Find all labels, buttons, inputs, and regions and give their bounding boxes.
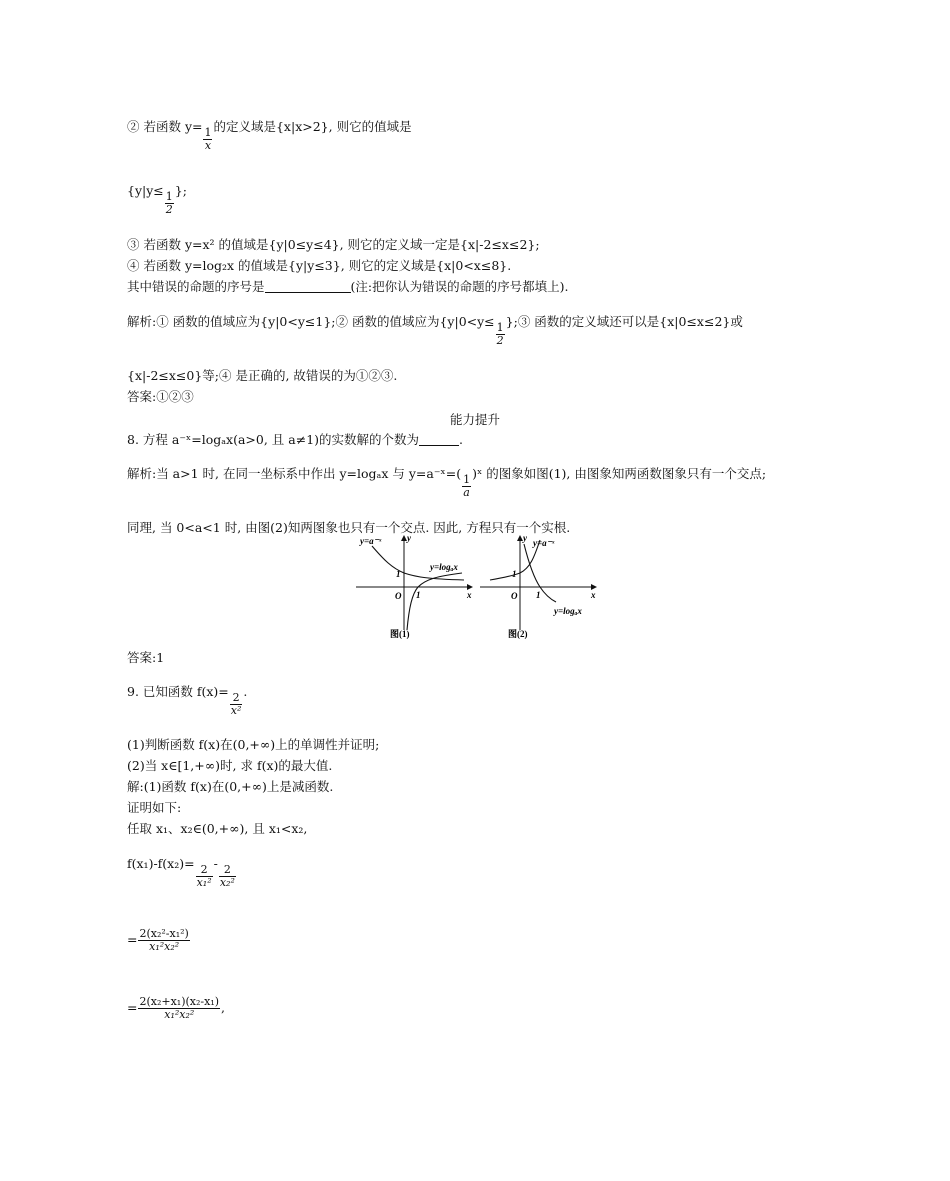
log-label: y=logₐx [554,606,582,616]
answer-8: 答案:1 [127,650,165,665]
origin-label: O [395,591,402,601]
log-label: y=logₐx [430,562,458,572]
graph-2 [480,533,596,639]
fraction: $\frac{\text{2(x₂+x₁)(x₂-x₁)}}{\text{x₁²x₂²}}$ [139,995,220,1021]
origin-label: O [511,591,518,601]
log-curve [407,573,462,630]
one-x-label: 1 [536,590,541,600]
graph-1 [356,533,472,639]
question-9-part-2: (2)当 x∈[1,+∞)时, 求 f(x)的最大值. [127,758,333,773]
one-x-label: 1 [416,590,421,600]
fraction: $\frac{1}{2}$ [496,321,504,347]
analysis-1: 解析:① 函数的值域应为{y|0<y≤1};② 函数的值域应为{y|0<y≤ $\frac{1}{2}$ };③ 函数的定义域还可以是{x|0≤x≤2}或 [127,314,743,347]
y-axis-label: y [407,533,411,543]
item-4: ④ 若函数 y=log₂x 的值域是{y|y≤3}, 则它的定义域是{x|0<x≤8}. [127,258,512,273]
fraction: $\frac{1}{x}$ [204,126,212,152]
answer-blank [419,433,459,446]
y-axis-label: y [523,533,527,543]
x-axis-label: x [467,590,472,600]
fraction: $\frac{\text{2(x₂²-x₁²)}}{\text{x₁²x₂²}}$ [139,927,189,953]
fraction: $\frac{1}{a}$ [463,473,471,499]
equation-1: f(x₁)-f(x₂)= $\frac{2}{\text{x₁²}}$ - $\frac{2}{\text{x₂²}}$ [127,856,235,889]
one-y-label: 1 [396,569,401,579]
analysis-8-continued: 同理, 当 0<a<1 时, 由图(2)知两图象也只有一个交点. 因此, 方程只有一个实根. [127,520,571,535]
item-2-continued: {y|y≤ $\frac{1}{2}$ }; [127,183,187,216]
x-axis-label: x [591,590,596,600]
caption-1: 图(1) [390,629,410,639]
answer-1: 答案:①②③ [127,389,194,404]
item-2 [127,119,412,152]
question-9: 9. 已知函数 f(x)= $\frac{2}{\text{x²}}$ . [127,684,248,717]
equation-2: = $\frac{\text{2(x₂²-x₁²)}}{\text{x₁²x₂²}}$ [127,927,189,953]
question-8: 8. 方程 a⁻ˣ=logₐx(a>0, 且 a≠1)的实数解的个数为 . [127,432,464,447]
function-graphs-figure [352,530,602,646]
section-title: 能力提升 [449,412,500,427]
fraction: $\frac{2}{\text{x₂²}}$ [219,863,235,889]
fraction: $\frac{1}{2}$ [165,190,173,216]
solution-line-2: 证明如下: [127,800,182,815]
item-2-text: ② 若函数 y= [127,119,203,134]
exp-label: y=a⁻ˣ [360,536,382,546]
analysis-1-continued: {x|-2≤x≤0}等;④ 是正确的, 故错误的为①②③. [127,368,398,383]
exp-label: y=a⁻ˣ [533,538,555,548]
answer-blank [265,280,351,293]
caption-2: 图(2) [508,629,528,639]
fraction: $\frac{2}{\text{x₁²}}$ [196,863,212,889]
question-line: 其中错误的命题的序号是 (注:把你认为错误的命题的序号都填上). [127,279,569,294]
item-2-text-end: 的定义域是{x|x>2}, 则它的值域是 [213,119,412,134]
equation-3: = $\frac{\text{2(x₂+x₁)(x₂-x₁)}}{\text{x₁²x₂²}}$ , [127,995,226,1021]
item-3: ③ 若函数 y=x² 的值域是{y|0≤y≤4}, 则它的定义域一定是{x|-2≤x≤2}; [127,237,540,252]
analysis-8: 解析:当 a>1 时, 在同一坐标系中作出 y=logₐx 与 y=a⁻ˣ=( $\frac{1}{a}$ )ˣ 的图象如图(1), 由图象知两函数图象只有一个交点; [127,466,767,499]
solution-line-3: 任取 x₁、x₂∈(0,+∞), 且 x₁<x₂, [127,821,308,836]
fraction: $\frac{2}{\text{x²}}$ [230,691,242,717]
solution-line-1: 解:(1)函数 f(x)在(0,+∞)上是减函数. [127,779,334,794]
graphs-svg [352,530,602,642]
question-9-part-1: (1)判断函数 f(x)在(0,+∞)上的单调性并证明; [127,737,380,752]
one-y-label: 1 [512,569,517,579]
